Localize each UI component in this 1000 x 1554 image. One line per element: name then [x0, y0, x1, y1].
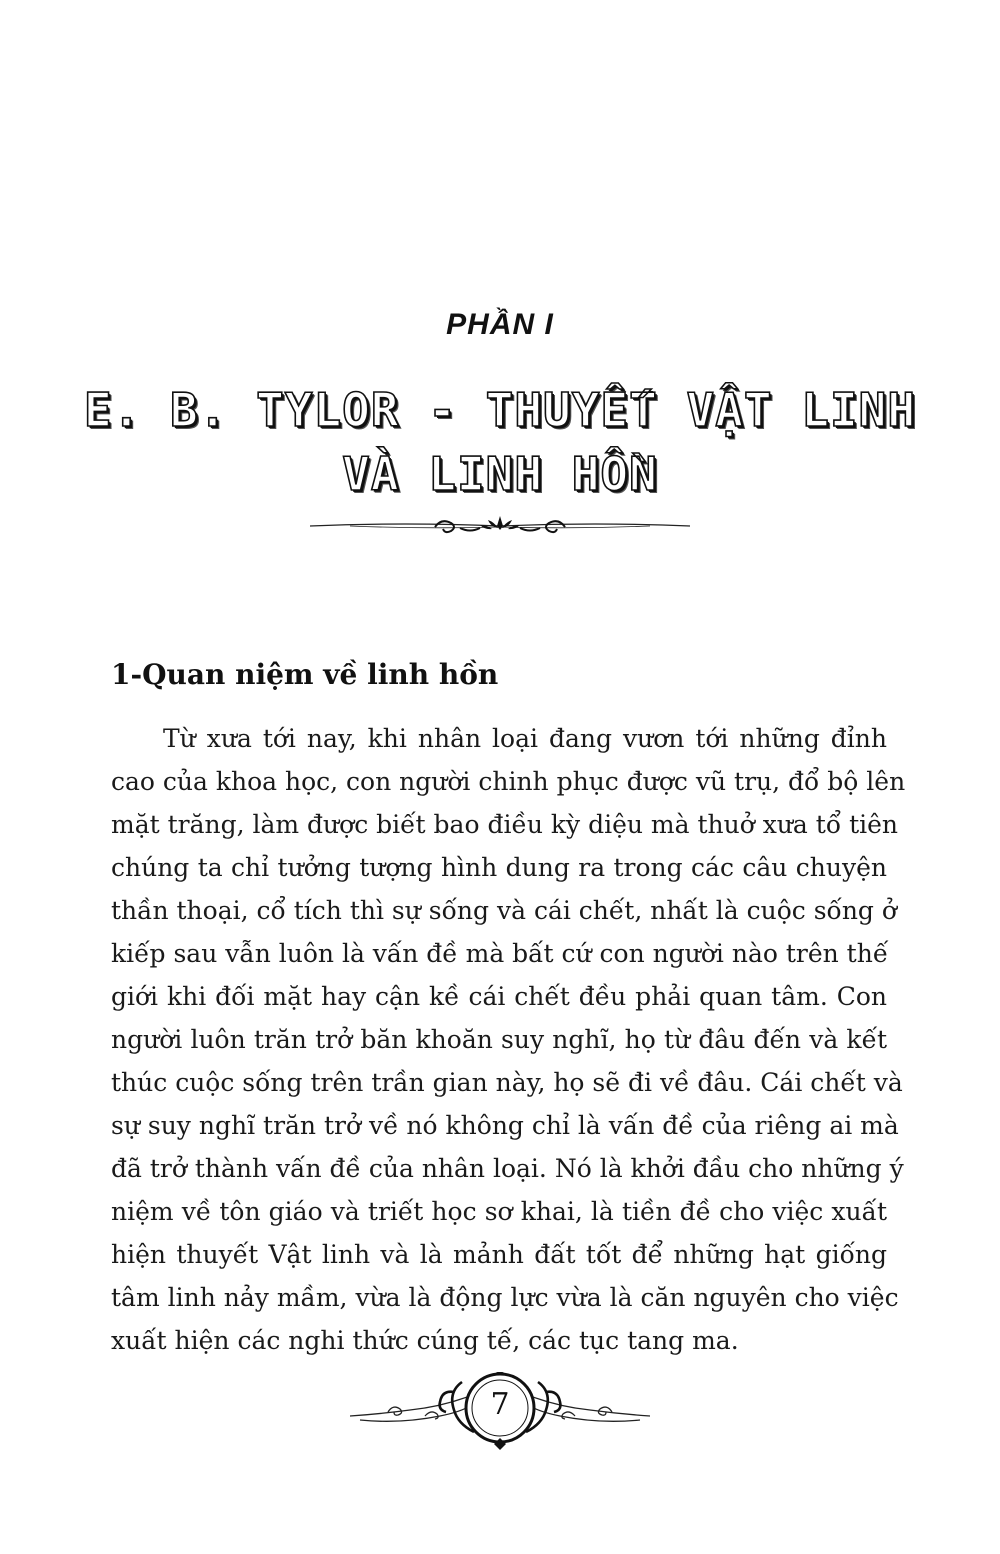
- body-line: thần thoại, cổ tích thì sự sống và cái chết, nhất là cuộc sống ở: [111, 896, 897, 925]
- body-line: người luôn trăn trở băn khoăn suy nghĩ, họ từ đâu đến và kết: [111, 1025, 887, 1054]
- body-line: mặt trăng, làm được biết bao điều kỳ diệu mà thuở xưa tổ tiên: [111, 810, 899, 839]
- body-line: tâm linh nảy mầm, vừa là động lực vừa là căn nguyên cho việc: [111, 1283, 899, 1312]
- body-line: Từ xưa tới nay, khi nhân loại đang vươn tới những đỉnh: [163, 724, 887, 753]
- body-line: thúc cuộc sống trên trần gian này, họ sẽ đi về đâu. Cái chết và: [111, 1068, 903, 1097]
- body-line: giới khi đối mặt hay cận kề cái chết đều phải quan tâm. Con: [111, 982, 887, 1011]
- page-number: 7: [490, 1387, 510, 1422]
- body-line: đã trở thành vấn đề của nhân loại. Nó là khởi đầu cho những ý: [111, 1154, 904, 1183]
- chapter-title: [0, 378, 1000, 506]
- chapter-title-line-2: VÀ LINH HỒN: [342, 447, 658, 501]
- body-line: chúng ta chỉ tưởng tượng hình dung ra trong các câu chuyện: [111, 853, 887, 882]
- body-line: xuất hiện các nghi thức cúng tế, các tục tang ma.: [111, 1326, 739, 1355]
- title-divider-ornament: [310, 510, 690, 540]
- chapter-title-line-1: E. B. TYLOR - THUYẾT VẬT LINH: [83, 383, 917, 437]
- part-label: PHẦN I: [446, 308, 554, 341]
- body-line: kiếp sau vẫn luôn là vấn đề mà bất cứ con người nào trên thế: [111, 939, 889, 968]
- body-line: sự suy nghĩ trăn trở về nó không chỉ là vấn đề của riêng ai mà: [111, 1111, 899, 1140]
- body-line: hiện thuyết Vật linh và là mảnh đất tốt để những hạt giống: [111, 1240, 887, 1269]
- body-line: niệm về tôn giáo và triết học sơ khai, là tiền đề cho việc xuất: [111, 1197, 887, 1226]
- body-line: cao của khoa học, con người chinh phục được vũ trụ, đổ bộ lên: [111, 767, 906, 796]
- section-heading: 1-Quan niệm về linh hồn: [111, 658, 499, 691]
- body-paragraph: [111, 717, 906, 1362]
